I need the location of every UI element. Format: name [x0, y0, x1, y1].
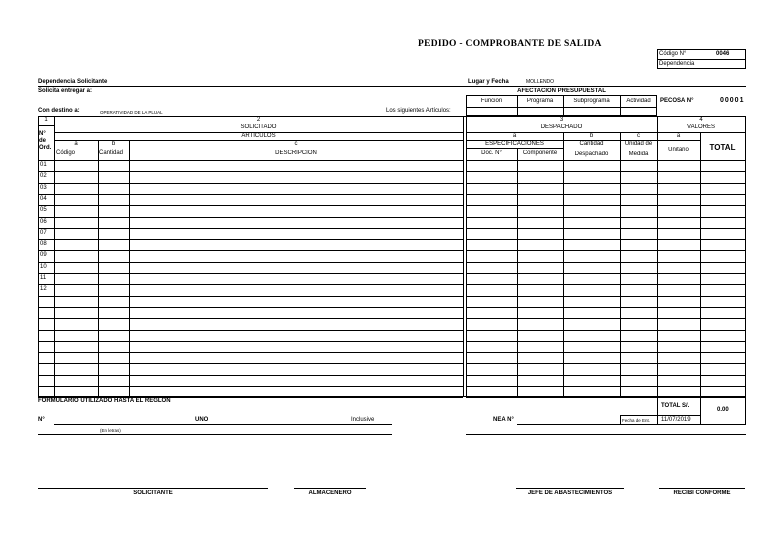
row-line — [466, 171, 745, 172]
componente-header: Componente — [522, 150, 558, 156]
afectacion-subprograma: Subprograma — [573, 98, 610, 104]
doc-n-header: Doc. N° — [481, 150, 502, 156]
siguientes-articulos-label: Los siguientes Artículos: — [386, 108, 451, 114]
col-c-letter: c — [294, 141, 298, 147]
solicita-entregar-label: Solicita entregar a: — [38, 88, 93, 94]
uno-value: UNO — [195, 417, 209, 423]
row-line — [38, 194, 463, 195]
con-destino-value: OPERATIVIDAD DE LA PLUAL — [100, 110, 163, 115]
row-line — [466, 183, 745, 184]
row-line — [38, 363, 463, 364]
v-col-a-letter: a — [676, 133, 681, 139]
lugar-fecha-label: Lugar y Fecha — [468, 79, 509, 85]
row-line — [466, 194, 745, 195]
row-line — [466, 273, 745, 274]
row-line — [38, 296, 463, 297]
row-line — [38, 386, 463, 387]
total-header: TOTAL — [709, 143, 736, 152]
n-label: N° — [38, 417, 45, 423]
fecha-ent-value: 11/07/2019 — [661, 417, 691, 423]
codigo-col-header: Código — [56, 150, 76, 156]
row-line — [466, 228, 745, 229]
row-line — [466, 217, 745, 218]
row-number: 06 — [40, 219, 47, 225]
row-line — [466, 386, 745, 387]
row-line — [466, 160, 745, 161]
row-line — [38, 205, 463, 206]
row-number: 07 — [40, 230, 47, 236]
row-number: 11 — [40, 275, 47, 281]
row-number: 09 — [40, 252, 47, 258]
row-number: 05 — [40, 207, 47, 213]
formulario-label: FORMULARIO UTILIZADO HASTA EL REGLON — [38, 398, 171, 404]
signature-recibi-conforme: RECIBI CONFORME — [673, 490, 731, 496]
row-line — [38, 228, 463, 229]
row-line — [38, 318, 463, 319]
row-line — [466, 341, 745, 342]
col1-num: 1 — [44, 117, 48, 123]
unidad-header-2: Medida — [628, 151, 649, 157]
d-col-c-letter: c — [637, 133, 640, 139]
nea-label: NEA N° — [493, 417, 514, 423]
col3-num: 3 — [559, 117, 564, 123]
unitario-header: Unitario — [668, 147, 689, 153]
row-line — [38, 171, 463, 172]
lugar-fecha-value: MOLLENDO — [526, 79, 555, 85]
col4-num: 4 — [699, 117, 703, 123]
solicitado-label: SOLICITADO — [240, 124, 277, 130]
afectacion-actividad: Actividad — [626, 98, 651, 104]
row-number: 01 — [40, 162, 47, 168]
codigo-label: Código N° — [659, 51, 687, 57]
afectacion-title: AFECTACION PRESUPUESTAL — [517, 88, 606, 94]
articulos-label: ARTICULOS — [241, 133, 276, 139]
row-line — [38, 183, 463, 184]
despachado-label: DESPACHADO — [540, 124, 583, 130]
d-col-b-letter: b — [589, 133, 594, 139]
row-line — [466, 239, 745, 240]
afectacion-programa: Programa — [526, 98, 554, 104]
codigo-value: 0046 — [716, 51, 730, 57]
row-line — [38, 330, 463, 331]
pecosa-value: 00001 — [720, 97, 745, 104]
n-orden-label-1: N° — [39, 131, 46, 137]
row-number: 04 — [40, 196, 47, 202]
total-sl-value: 0.00 — [717, 407, 729, 413]
col2-num: 2 — [256, 117, 261, 123]
especificaciones-label: ESPECIFICACIONES — [485, 141, 544, 147]
row-line — [466, 284, 745, 285]
cantidad-desp-header-2: Despachado — [574, 151, 609, 157]
page-title: PEDIDO - COMPROBANTE DE SALIDA — [418, 39, 602, 49]
row-line — [466, 296, 745, 297]
row-line — [466, 352, 745, 353]
pecosa-label: PECOSA N° — [660, 98, 694, 104]
row-number: 02 — [40, 173, 47, 179]
row-line — [38, 250, 463, 251]
signature-solicitante: SOLICITANTE — [133, 490, 173, 496]
afectacion-funcion: Funcion — [480, 98, 503, 104]
descripcion-col-header: DESCRIPCION — [275, 150, 317, 156]
fecha-ent-label: Fecha de Ent. — [622, 418, 651, 423]
row-line — [466, 307, 745, 308]
row-line — [466, 318, 745, 319]
row-line — [38, 262, 463, 263]
col-a-letter: a — [74, 141, 78, 147]
unidad-header-1: Unidad de — [624, 141, 653, 147]
row-line — [466, 250, 745, 251]
row-number: 08 — [40, 241, 47, 247]
row-line — [38, 307, 463, 308]
dependencia-label: Dependencia — [659, 61, 695, 67]
en-letras-label: (En letras) — [100, 428, 121, 433]
row-line — [38, 273, 463, 274]
n-orden-label-3: Ord. — [39, 145, 52, 151]
total-sl-label: TOTAL S/. — [661, 403, 690, 409]
dependencia-solicitante-label: Dependencia Solicitante — [38, 79, 108, 85]
signature-jefe-abastecimientos: JEFE DE ABASTECIMIENTOS — [527, 490, 613, 496]
row-number: 12 — [40, 286, 47, 292]
row-line — [38, 284, 463, 285]
row-line — [466, 262, 745, 263]
row-line — [38, 341, 463, 342]
d-col-a-letter: a — [512, 133, 517, 139]
con-destino-label: Con destino a: — [38, 108, 80, 114]
row-line — [38, 160, 463, 161]
row-line — [38, 375, 463, 376]
col-b-letter: b — [111, 141, 116, 147]
row-line — [466, 363, 745, 364]
row-line — [38, 352, 463, 353]
n-orden-label-2: de — [39, 138, 47, 144]
signature-almacenero: ALMACENERO — [308, 490, 352, 496]
cantidad-col-header: Cantidad — [99, 150, 124, 156]
valores-label: VALORES — [687, 124, 715, 130]
cantidad-desp-header-1: Cantidad — [579, 141, 604, 147]
row-line — [466, 330, 745, 331]
row-number: 10 — [40, 264, 47, 270]
row-line — [466, 205, 745, 206]
row-line — [466, 375, 745, 376]
row-number: 03 — [40, 185, 47, 191]
row-line — [38, 239, 463, 240]
inclusive-label: Inclusive — [351, 417, 375, 423]
row-line — [38, 217, 463, 218]
